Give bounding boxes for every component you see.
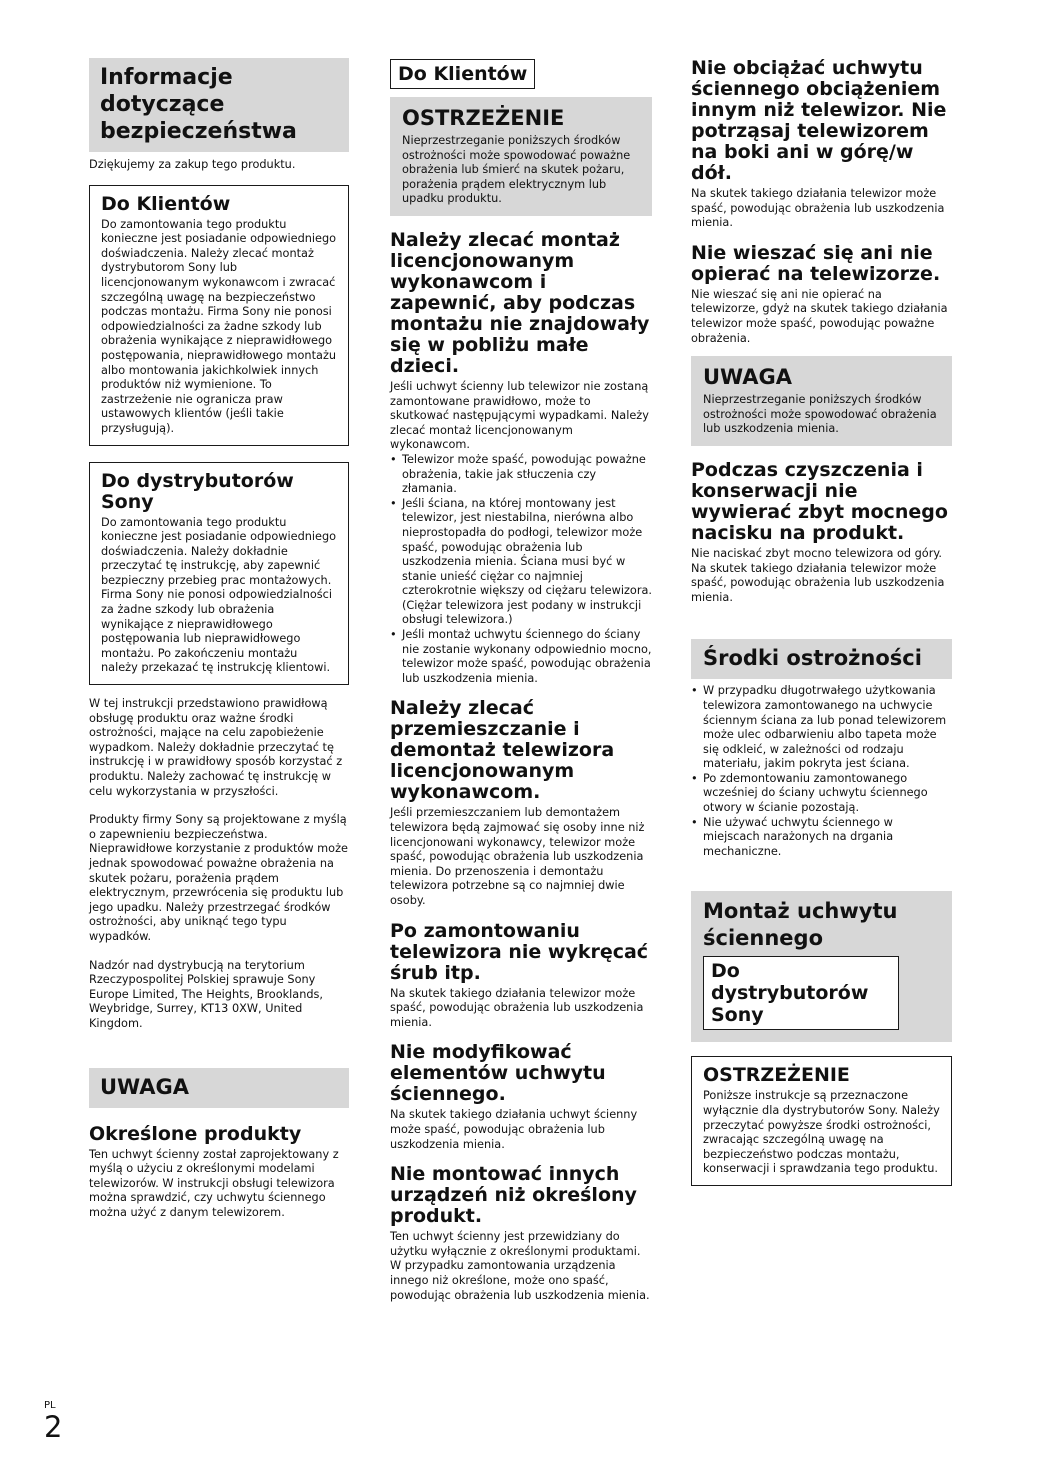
section-moving-text: Jeśli przemieszczaniem lub demontażem telewizora będą zajmować się osoby inne niż licencjonowani wykonawcy, telewizor może spaść, powodując obrażenia lub uszkodzenia mienia. Do przenoszenia i demontażu telewizora potrzebne są co najmniej dwie osoby. <box>390 806 645 907</box>
warning2-text: Poniższe instrukcje są przeznaczone wyłącznie dla dystrybutorów Sony. Należy przeczytać powyższe środki ostrożności, zwracając szczególną uwagę na bezpieczeństwo podczas montażu, konserwacji i sprawdzania tego produktu. <box>703 1089 940 1176</box>
warning2-box <box>691 1056 952 1186</box>
column-3 <box>691 58 952 1186</box>
section-modify-text: Na skutek takiego działania uchwyt ścienny może spaść, powodując obrażenia lub uszkodzenia mienia. <box>390 1108 638 1151</box>
warning-text: Nieprzestrzeganie poniższych środków ostrożności może spowodować poważne obrażenia lub śmierć na skutek pożaru, porażenia prądem elektrycznym lub upadku produktu. <box>402 134 631 206</box>
box-customers-heading: Do Klientów <box>101 192 231 215</box>
safety-paragraph: Produkty firmy Sony są projektowane z myślą o zapewnieniu bezpieczeństwa. Nieprawidłowe korzystanie z produktów może jednak spowodować poważne obrażenia na skutek pożaru, porażenia prądem elektrycznym, przewrócenia się produktu lub jego upadku. Należy przestrzegać środków ostrożności, aby uniknąć tego typu wypadków. <box>89 813 348 943</box>
box-distributors-text: Do zamontowania tego produktu konieczne jest posiadanie odpowiedniego doświadczenia. Należy dokładnie przeczytać tę instrukcję, aby zapewnić bezpieczny przebieg prac montażowych. Firma Sony nie ponosi odpowiedzialności za żadne szkody lub obrażenia wynikające z nieprawidłowego postępowania lub nieprawidłowego montażu. Po zakończeniu montażu należy przekazać tę instrukcję klientowi. <box>101 515 337 675</box>
warning-heading: OSTRZEŻENIE <box>402 106 565 130</box>
section-licensed-install-text: Jeśli uchwyt ścienny lub telewizor nie zostaną zamontowane prawidłowo, może to skutkować następującymi wypadkami. Należy zlecać montaż licencjonowanym wykonawcom. <box>390 379 649 452</box>
products-heading: Określone produkty <box>89 1122 302 1145</box>
language-code: PL <box>44 1400 56 1411</box>
list-item: • Telewizor może spaść, powodując poważne obrażenia, takie jak stłuczenia czy złamania. <box>390 453 652 497</box>
list-item: • Nie używać uchwytu ściennego w miejscach narażonych na drgania mechaniczne. <box>691 816 952 860</box>
warning2-heading: OSTRZEŻENIE <box>703 1064 850 1087</box>
section-modify-heading: Nie modyfikować elementów uchwytu ściennego. <box>390 1041 606 1106</box>
section-other-devices-text: Ten uchwyt ścienny jest przewidziany do użytku wyłącznie z określonymi produktami. W przypadku zamontowania urządzenia innego niż określone, może ono spaść, powodując obrażenia lub uszkodzenia mienia. <box>390 1230 650 1302</box>
section-cleaning-text: Nie naciskać zbyt mocno telewizora od góry. Na skutek takiego działania telewizor może spaść, powodując obrażenia lub uszkodzenia mienia. <box>691 546 945 604</box>
page-footer <box>44 1400 62 1442</box>
distributors-tag: Do dystrybutorów Sony <box>703 956 899 1030</box>
section-moving-heading: Należy zlecać przemieszczanie i demontaż telewizora licencjonowanym wykonawcom. <box>390 697 615 804</box>
list-item: • Jeśli montaż uchwytu ściennego do ściany nie zostanie wykonany odpowiednio mocno, telewizor może spaść, powodując obrażenia lub uszkodzenia mienia. <box>390 628 652 686</box>
section-hang-heading: Nie wieszać się ani nie opierać na telewizorze. <box>691 241 941 285</box>
section-screws-heading: Po zamontowaniu telewizora nie wykręcać śrub itp. <box>390 919 649 984</box>
page-number: 2 <box>44 1410 63 1444</box>
section-licensed-install-heading: Należy zlecać montaż licencjonowanym wykonawcom i zapewnić, aby podczas montażu nie znajdowały się w pobliżu małe dzieci. <box>390 228 650 377</box>
box-distributors <box>89 462 349 686</box>
page-title: Informacje dotyczące bezpieczeństwa <box>89 58 349 152</box>
products-text: Ten uchwyt ścienny został zaprojektowany z myślą o użyciu z określonymi modelami telewizorów. W instrukcji obsługi telewizora można sprawdzić, czy uchwytu ściennego można użyć z danym telewizorem. <box>89 1147 339 1219</box>
precautions-title: Środki ostrożności <box>691 639 952 679</box>
column-2 <box>390 58 652 1303</box>
section-cleaning-heading: Podczas czyszczenia i konserwacji nie wywierać zbyt mocnego nacisku na produkt. <box>691 458 948 544</box>
uwaga-heading: UWAGA <box>703 365 793 390</box>
mount-title: Montaż uchwytu ściennego <box>703 899 898 951</box>
box-customers <box>89 185 349 446</box>
mount-section <box>691 891 952 1042</box>
column-1 <box>89 58 349 1220</box>
section-load-heading: Nie obciążać uchwytu ściennego obciążeniem innym niż telewizor. Nie potrząsaj telewizorem na boki ani w górę/w dół. <box>691 57 947 184</box>
customers-tag: Do Klientów <box>390 59 535 89</box>
intro-paragraph: W tej instrukcji przedstawiono prawidłową obsługę produktu oraz ważne środki ostrożności, mające na celu zapobieżenie wypadkom. Należy dokładnie przeczytać tę instrukcję i w prawidłowy sposób korzystać z produktu. Należy zachować tę instrukcję w celu wykorzystania w przyszłości. <box>89 697 343 798</box>
distribution-paragraph: Nadzór nad dystrybucją na terytorium Rzeczypospolitej Polskiej sprawuje Sony Europe Limited, The Heights, Brooklands, Weybridge, Surrey, KT13 0XW, United Kingdom. <box>89 958 324 1030</box>
box-customers-text: Do zamontowania tego produktu konieczne jest posiadanie odpowiedniego doświadczenia. Należy zlecać montaż dystrybutorom Sony lub licencjonowanym wykonawcom i zwracać szczególną uwagę na bezpieczeństwo podczas montażu. Firma Sony nie ponosi odpowiedzialności za żadne szkody lub obrażenia wynikające z nieprawidłowego postępowania, nieprawidłowego montażu albo montowania jakichkolwiek innych produktów niż wymienione. To zastrzeżenie nie ogranicza praw ustawowych klientów (jeśli takie przysługują). <box>101 217 337 435</box>
section-screws-text: Na skutek takiego działania telewizor może spaść, powodując obrażenia lub uszkodzenia mienia. <box>390 986 644 1029</box>
thanks-text: Dziękujemy za zakup tego produktu. <box>89 158 296 171</box>
list-item: • Po zdemontowaniu zamontowanego wcześniej do ściany uchwytu ściennego otwory w ścianie pozostają. <box>691 772 952 816</box>
list-item: • Jeśli ściana, na której montowany jest telewizor, jest niestabilna, nierówna albo nieprostopadła do podłogi, telewizor może spaść, powodując obrażenia lub uszkodzenia mienia. Ściana musi być w stanie unieść ciężar co najmniej czterokrotnie większy od ciężaru telewizora. (Ciężar telewizora jest podany w instrukcji obsługi telewizora.) <box>390 497 652 628</box>
uwaga-title: UWAGA <box>89 1068 349 1108</box>
uwaga-box <box>691 356 952 446</box>
uwaga-text: Nieprzestrzeganie poniższych środków ostrożności może spowodować obrażenia lub uszkodzenia mienia. <box>703 393 937 436</box>
accident-list <box>390 453 652 687</box>
section-other-devices-heading: Nie montować innych urządzeń niż określony produkt. <box>390 1163 637 1228</box>
list-item: • W przypadku długotrwałego użytkowania telewizora zamontowanego na uchwycie ściennym ściana za lub ponad telewizorem może ulec odbarwieniu albo tapeta może się odkleić, w zależności od rodzaju materiału, jakim pokryta jest ściana. <box>691 684 952 772</box>
precautions-list <box>691 684 952 859</box>
warning-box <box>390 97 652 216</box>
box-distributors-heading: Do dystrybutorów Sony <box>101 469 294 513</box>
section-hang-text: Nie wieszać się ani nie opierać na telewizorze, gdyż na skutek takiego działania telewizor może spaść, powodując poważne obrażenia. <box>691 287 948 345</box>
section-load-text: Na skutek takiego działania telewizor może spaść, powodując obrażenia lub uszkodzenia mienia. <box>691 187 945 230</box>
